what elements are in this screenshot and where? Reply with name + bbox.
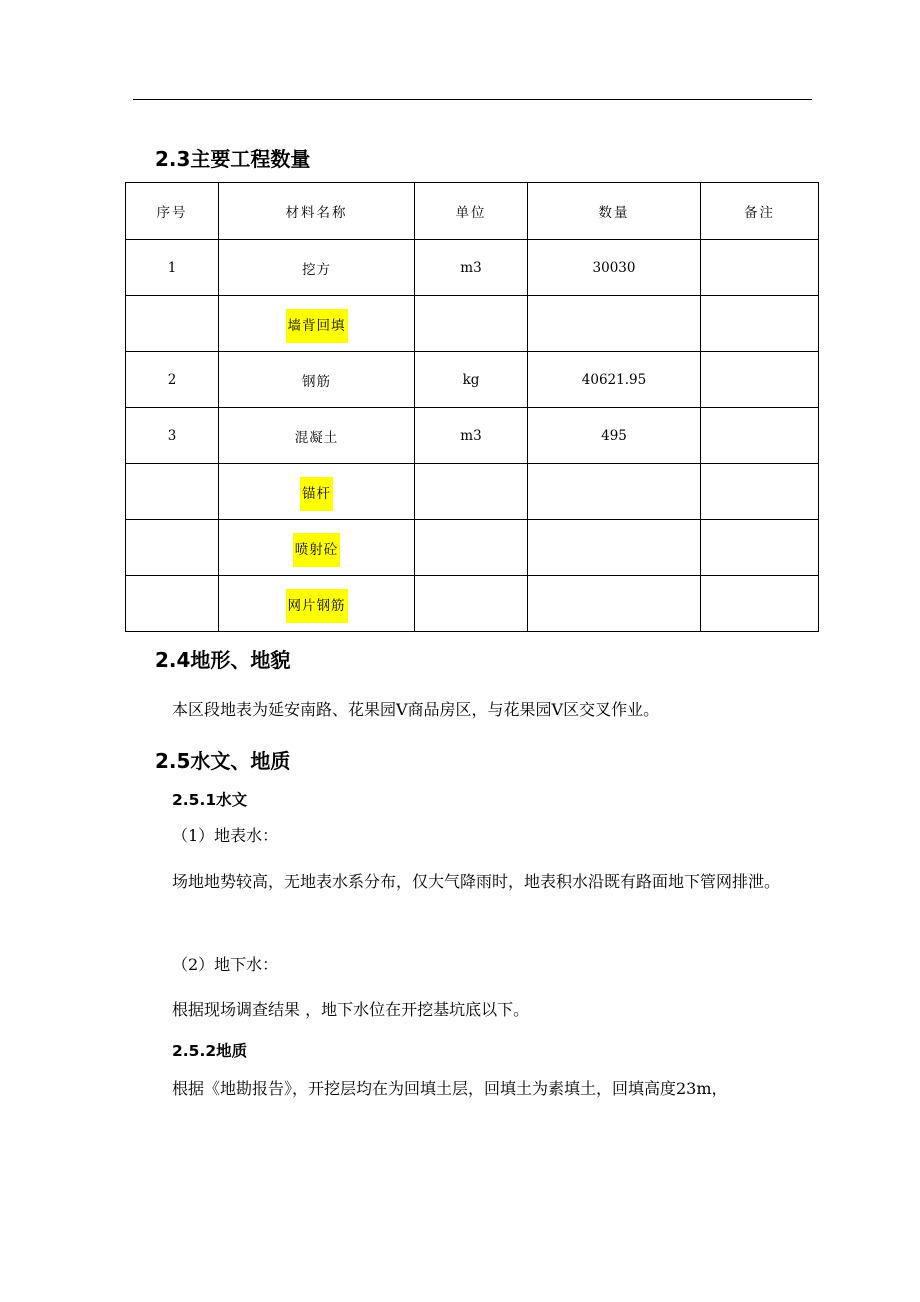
groundwater-body: 根据现场调查结果 ，地下水位在开挖基坑底以下。 bbox=[172, 1000, 530, 1019]
highlighted-name: 墙背回填 bbox=[286, 309, 348, 343]
cell-no: 1 bbox=[126, 240, 219, 296]
cell-name bbox=[219, 352, 415, 408]
cell-qty bbox=[528, 576, 701, 632]
quantity-table bbox=[125, 182, 819, 632]
cell-note bbox=[701, 576, 819, 632]
table-row bbox=[126, 464, 819, 520]
cell-note bbox=[701, 240, 819, 296]
cell-name bbox=[219, 520, 415, 576]
cell-unit: m3 bbox=[415, 240, 528, 296]
cell-no: 2 bbox=[126, 352, 219, 408]
section-heading-2-4: 2.4地形、地貌 bbox=[155, 648, 291, 672]
table-row bbox=[126, 576, 819, 632]
table-row bbox=[126, 520, 819, 576]
cell-name bbox=[219, 464, 415, 520]
cell-unit bbox=[415, 464, 528, 520]
header-unit: 单位 bbox=[415, 183, 528, 240]
cell-unit bbox=[415, 520, 528, 576]
cell-no bbox=[126, 576, 219, 632]
cell-note bbox=[701, 408, 819, 464]
cell-qty bbox=[528, 520, 701, 576]
surface-water-label: （1）地表水： bbox=[172, 826, 279, 845]
cell-no bbox=[126, 520, 219, 576]
header-rule bbox=[133, 99, 812, 100]
cell-name bbox=[219, 408, 415, 464]
table-header-row bbox=[126, 183, 819, 240]
header-note: 备注 bbox=[701, 183, 819, 240]
cell-note bbox=[701, 296, 819, 352]
cell-no: 3 bbox=[126, 408, 219, 464]
table-row bbox=[126, 240, 819, 296]
cell-qty: 495 bbox=[528, 408, 701, 464]
section-2-4-body: 本区段地表为延安南路、花果园Ⅴ商品房区，与花果园Ⅴ区交叉作业。 bbox=[172, 700, 660, 719]
groundwater-label: （2）地下水： bbox=[172, 955, 279, 974]
subheading-2-5-2: 2.5.2地质 bbox=[172, 1042, 248, 1060]
highlighted-name: 喷射砼 bbox=[293, 533, 341, 567]
table-row bbox=[126, 408, 819, 464]
cell-note bbox=[701, 464, 819, 520]
cell-qty: 30030 bbox=[528, 240, 701, 296]
cell-unit: kg bbox=[415, 352, 528, 408]
table-row bbox=[126, 352, 819, 408]
cell-qty: 40621.95 bbox=[528, 352, 701, 408]
section-heading-2-3: 2.3主要工程数量 bbox=[155, 147, 311, 171]
header-no: 序号 bbox=[126, 183, 219, 240]
highlighted-name: 锚杆 bbox=[300, 477, 333, 511]
cell-note bbox=[701, 352, 819, 408]
cell-name-text: 钢筋 bbox=[302, 373, 331, 390]
cell-qty bbox=[528, 464, 701, 520]
cell-no bbox=[126, 296, 219, 352]
cell-name bbox=[219, 576, 415, 632]
highlighted-name: 网片钢筋 bbox=[286, 589, 348, 623]
surface-water-body: 场地地势较高，无地表水系分布，仅大气降雨时，地表积水沿既有路面地下管网排泄。 bbox=[172, 872, 781, 891]
header-name: 材料名称 bbox=[219, 183, 415, 240]
cell-name bbox=[219, 240, 415, 296]
geology-body: 根据《地勘报告》，开挖层均在为回填土层，回填土为素填土，回填高度23m， bbox=[172, 1079, 728, 1098]
cell-name-text: 混凝土 bbox=[294, 429, 339, 446]
table-row bbox=[126, 296, 819, 352]
header-qty: 数量 bbox=[528, 183, 701, 240]
cell-no bbox=[126, 464, 219, 520]
cell-qty bbox=[528, 296, 701, 352]
cell-unit bbox=[415, 576, 528, 632]
section-heading-2-5: 2.5水文、地质 bbox=[155, 749, 291, 773]
cell-name-text: 挖方 bbox=[302, 261, 331, 278]
cell-name bbox=[219, 296, 415, 352]
cell-unit bbox=[415, 296, 528, 352]
cell-note bbox=[701, 520, 819, 576]
subheading-2-5-1: 2.5.1水文 bbox=[172, 791, 248, 809]
cell-unit: m3 bbox=[415, 408, 528, 464]
